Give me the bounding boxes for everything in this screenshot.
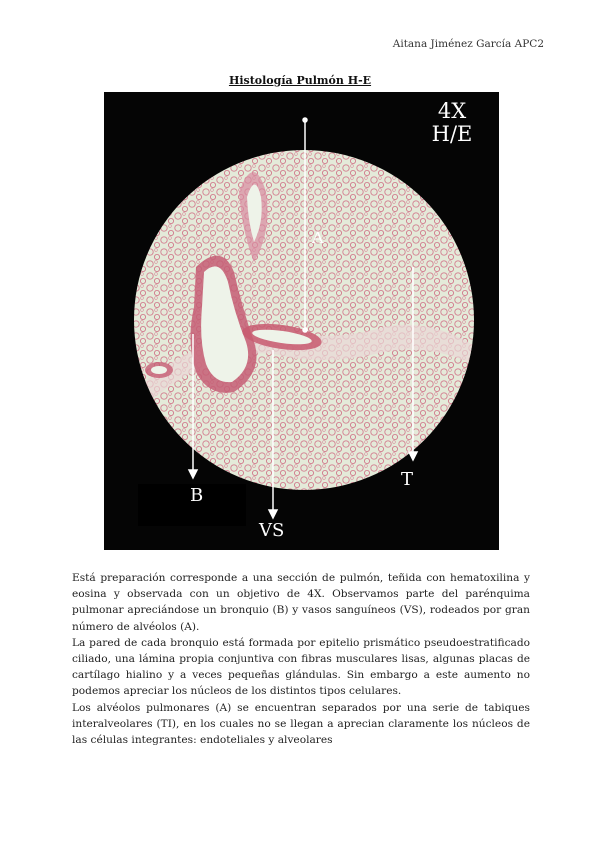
label-septa: T: [401, 469, 414, 490]
label-blood-vessels: VS: [259, 520, 285, 541]
paragraph-2: La pared de cada bronquio está formada por epitelio prismático pseudoestratificado ciliado, una lámina propia conjuntiva con fibras musculares lisas, algunas placas de cartílago hialino y a veces pequeñas glándulas. Sin embargo a este aumento no podemos apreciar los núcleos de los distintos tipos celulares.: [72, 636, 530, 698]
micrograph-figure: [104, 92, 499, 550]
document-title: Histología Pulmón H-E: [228, 74, 372, 87]
magnification-label: 4X H/E: [431, 99, 473, 146]
label-alveoli: A: [312, 228, 324, 247]
label-bronchus: B: [190, 485, 204, 506]
micrograph-image: [104, 92, 499, 550]
author-header: Aitana Jiménez García APC2: [392, 38, 544, 50]
paragraph-3: Los alvéolos pulmonares (A) se encuentran separados por una serie de tabiques interalveolares (TI), en los cuales no se llegan a aprecian claramente los núcleos de las células integrantes: endoteliales y alveolares: [72, 701, 530, 747]
body-text: [72, 570, 530, 748]
paragraph-1: Está preparación corresponde a una sección de pulmón, teñida con hematoxilina y eosina y observada con un objetivo de 4X. Observamos parte del parénquima pulmonar apreciándose un bronquio (B) y vasos sanguíneos (VS), rodeados por gran número de alvéolos (A).: [72, 572, 530, 633]
